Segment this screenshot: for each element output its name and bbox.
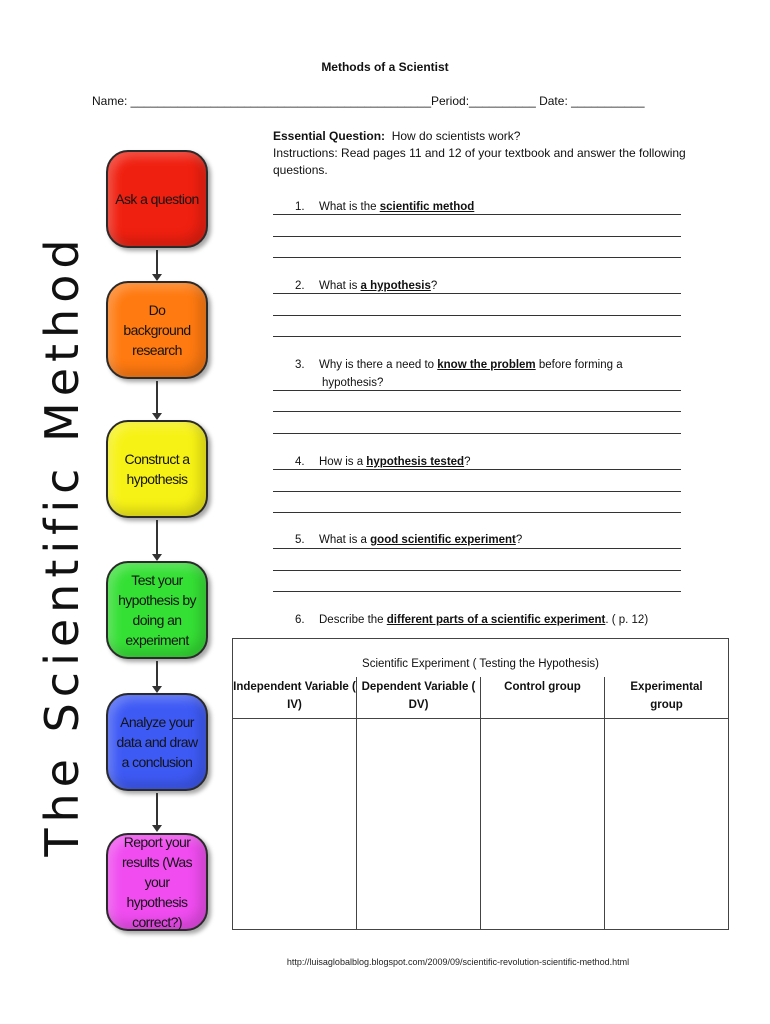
question-6: [295, 611, 715, 629]
flowchart-title-text: The Scientific Method: [35, 233, 89, 857]
answer-line[interactable]: [273, 512, 681, 513]
question-suffix: before forming a: [535, 359, 623, 371]
answer-line[interactable]: [273, 336, 681, 337]
table-header-cell: Control group: [504, 681, 581, 693]
answer-line[interactable]: [273, 433, 681, 434]
question-text: What is the: [319, 201, 380, 213]
source-url[interactable]: http://luisaglobalblog.blogspot.com/2009/09/scientific-revolution-scientific-method.html: [286, 957, 630, 967]
question-keyword: good scientific experiment: [370, 534, 516, 546]
question-keyword: hypothesis tested: [366, 456, 465, 468]
answer-line[interactable]: [273, 390, 681, 391]
table-header-cell: Dependent Variable ( DV): [361, 681, 476, 711]
question-text: How is a: [319, 456, 367, 468]
table-column[interactable]: [356, 677, 480, 929]
answer-line[interactable]: [273, 214, 681, 215]
question-number: 1.: [295, 201, 305, 213]
question-suffix: ?: [515, 534, 523, 546]
question-number: 4.: [295, 456, 305, 468]
table-caption: Scientific Experiment ( Testing the Hypothesis): [362, 658, 599, 670]
answer-line[interactable]: [273, 491, 681, 492]
essential-question-text: How do scientists work?: [391, 129, 521, 143]
answer-line[interactable]: [273, 257, 681, 258]
step-report-results: Report your results (Was your hypothesis correct?): [106, 833, 208, 931]
arrow-down-icon: [156, 661, 158, 687]
answer-line[interactable]: [273, 293, 681, 294]
table-column[interactable]: [604, 677, 728, 929]
answer-line[interactable]: [273, 591, 681, 592]
arrow-down-icon: [156, 250, 158, 275]
step-analyze-data: Analyze your data and draw a conclusion: [106, 693, 208, 791]
question-text: What is a: [319, 534, 371, 546]
question-suffix: ?: [430, 280, 438, 292]
table-column[interactable]: [233, 677, 356, 929]
question-text: What is: [319, 280, 361, 292]
answer-line[interactable]: [273, 315, 681, 316]
question-keyword: different parts of a scientific experiment: [386, 614, 606, 626]
answer-line[interactable]: [273, 548, 681, 549]
question-suffix: . ( p. 12): [605, 614, 649, 626]
step-test-hypothesis: Test your hypothesis by doing an experiment: [106, 561, 208, 659]
question-keyword: scientific method: [379, 201, 475, 213]
question-number: 6.: [295, 614, 305, 626]
step-construct-hypothesis: Construct a hypothesis: [106, 420, 208, 518]
experiment-table: [232, 638, 729, 930]
question-number: 3.: [295, 359, 305, 371]
step-ask-question: Ask a question: [106, 150, 208, 248]
question-continuation: hypothesis?: [322, 377, 384, 389]
instructions-text: Instructions: Read pages 11 and 12 of your textbook and answer the following questions.: [273, 146, 686, 177]
question-text: Describe the: [319, 614, 387, 626]
name-period-date-line: Name: _____________________________________________Period:__________ Date: ___________: [92, 94, 645, 108]
essential-question-label: Essential Question:: [273, 129, 386, 143]
essential-question-block: [273, 128, 693, 179]
question-number: 5.: [295, 534, 305, 546]
answer-line[interactable]: [273, 236, 681, 237]
question-number: 2.: [295, 280, 305, 292]
step-background-research: Do background research: [106, 281, 208, 379]
table-header-cell: Experimental group: [630, 681, 703, 711]
question-suffix: ?: [464, 456, 471, 468]
table-header-cell: Independent Variable ( IV): [233, 681, 356, 711]
answer-line[interactable]: [273, 570, 681, 571]
question-3: [295, 356, 685, 392]
page-title: Methods of a Scientist: [321, 60, 449, 74]
question-keyword: know the problem: [437, 359, 536, 371]
question-5: [295, 531, 685, 549]
arrow-down-icon: [156, 381, 158, 414]
arrow-down-icon: [156, 520, 158, 555]
answer-line[interactable]: [273, 411, 681, 412]
question-keyword: a hypothesis: [360, 280, 431, 292]
question-text: Why is there a need to: [319, 359, 438, 371]
answer-line[interactable]: [273, 469, 681, 470]
arrow-down-icon: [156, 793, 158, 826]
table-column[interactable]: [480, 677, 604, 929]
